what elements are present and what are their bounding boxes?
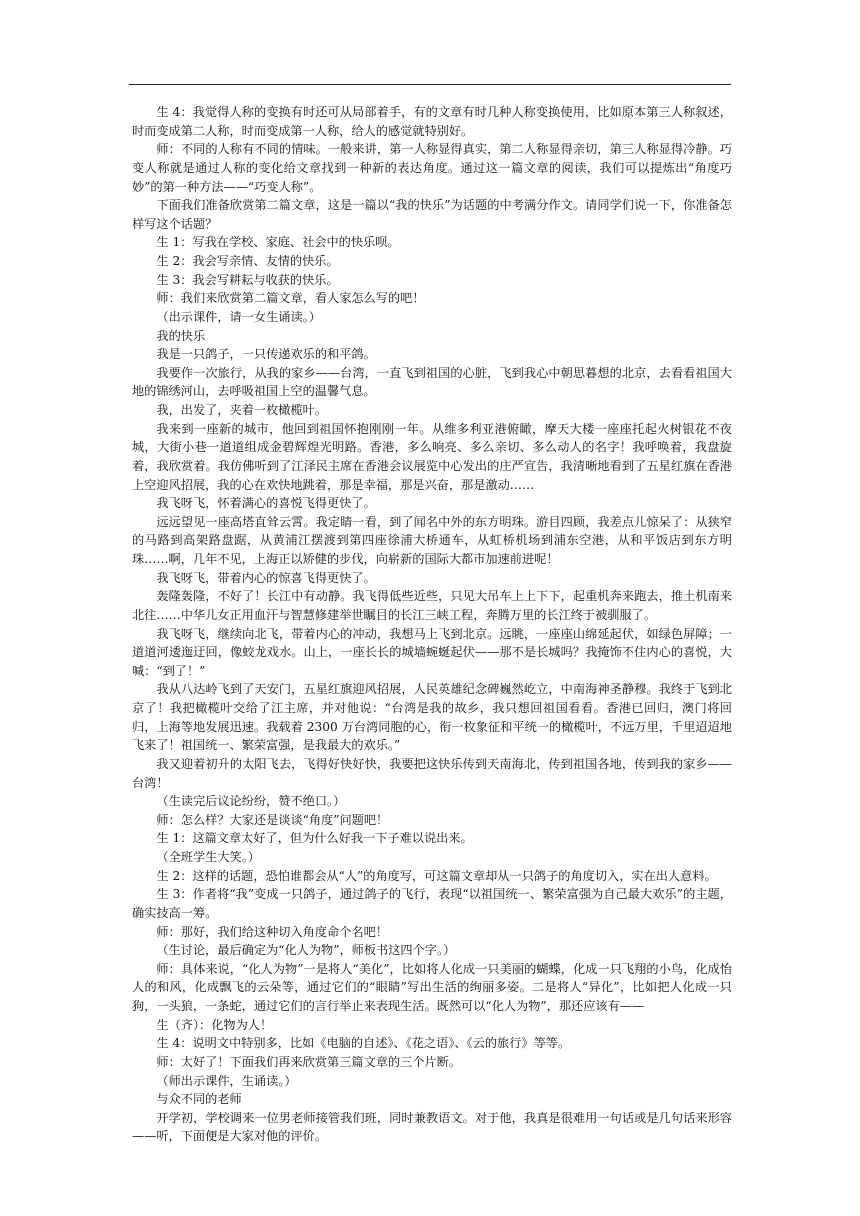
paragraph: 我飞呀飞，怀着满心的喜悦飞得更快了。 <box>156 496 376 511</box>
paragraph: 与众不同的老师 <box>156 1092 242 1107</box>
paragraph: 生（齐）：化物为人！ <box>156 1017 273 1032</box>
paragraph: 我飞呀飞，带着内心的惊喜飞得更快了。 <box>156 570 376 585</box>
paragraph: （生讨论，最后确定为“化人为物”，师板书这四个字。） <box>156 943 456 958</box>
paragraph: 我要作一次旅行，从我的家乡——台湾，一直飞到祖国的心脏，飞到我心中朝思暮想的北京，去看看祖国大地的锦绣河山，去呼吸祖国上空的温馨气息。 <box>132 365 732 399</box>
paragraph: 我又迎着初升的太阳飞去，飞得好快好快，我要把这快乐传到天南海北，传到祖国各地，传到我的家乡——台湾！ <box>132 756 732 790</box>
paragraph: 我，出发了，夹着一枚橄榄叶。 <box>156 403 328 417</box>
paragraph: 生 3：作者将“我”变成一只鸽子，通过鸽子的飞行，表现“以祖国统一、繁荣富强为自己最大欢乐”的主题，确实技高一筹。 <box>132 887 732 920</box>
paragraph: 我是一只鸽子，一只传递欢乐的和平鸽。 <box>156 347 376 362</box>
paragraph: （师出示课件，生诵读。） <box>156 1073 297 1088</box>
document-body <box>132 103 732 1146</box>
paragraph: 生 1：写我在学校、家庭、社会中的快乐呗。 <box>156 235 400 250</box>
paragraph: 生 4：说明文中特别多，比如《电脑的自述》、《花之语》、《云的旅行》等等。 <box>156 1036 571 1051</box>
paragraph: （出示课件，请一女生诵读。） <box>156 309 321 324</box>
paragraph: 生 1：这篇文章太好了，但为什么好我一下子难以说出来。 <box>156 831 473 846</box>
essay-title: 开学初，学校调来一位男老师接管我们班，同时兼教语文。对于他，我真是很难用一句话或是几句话来形容——听，下面便是大家对他的评价。 <box>132 1110 732 1144</box>
paragraph: 师：怎么样？大家还是谈谈“角度”问题吧！ <box>156 812 389 827</box>
paragraph: 生 2：我会写亲情、友情的快乐。 <box>156 254 339 268</box>
paragraph: 轰隆轰隆，不好了！长江中有动静。我飞得低些近些，只见大吊车上上下下，起重机奔来跑去，推土机南来北往……中华儿女正用血汗与智慧修建举世瞩目的长江三峡工程，奔腾万里的长江终于被驯服了。 <box>132 589 732 622</box>
paragraph: 师：具体来说，“化人为物”一是将人“美化”，比如将人化成一只美丽的蝴蝶，化成一只飞翔的小鸟，化成怡人的和风，化成飘飞的云朵等，通过它们的“眼睛”写出生活的绚丽多姿。二是将人“异化”，比如把人化成一只狗，一头狼，一条蛇，通过它们的言行举止来表现生活。既然可以“化人为物”，那还应该有—— <box>132 961 732 1013</box>
paragraph: 师：不同的人称有不同的情味。一般来讲，第一人称显得真实，第二人称显得亲切，第三人称显得冷静。巧变人称就是通过人称的变化给文章找到一种新的表达角度。通过这一篇文章的阅读，我们可以提炼出“角度巧妙”的第一种方法——“巧变人称”。 <box>132 142 732 194</box>
paragraph: 我从八达岭飞到了天安门，五星红旗迎风招展，人民英雄纪念碑巍然屹立，中南海神圣静穆。我终于飞到北京了！我把橄榄叶交给了江主席，并对他说：“台湾是我的故乡，我只想回祖国看看。香港已回归，澳门将回归，上海等地发展迅速。我载着 2300 万台湾同胞的心，衔一枚象征和平统一的橄榄叶，不远万里，千里迢迢地飞来了！祖国统一、繁荣富强，是我最大的欢乐。” <box>132 682 732 753</box>
paragraph: 生 4：我觉得人称的变换有时还可从局部着手，有的文章有时几种人称变换使用，比如原本第三人称叙述，时而变成第二人称，时而变成第一人称，给人的感觉就特别好。 <box>132 105 732 138</box>
paragraph: 生 2：这样的话题，恐怕谁都会从“人”的角度写，可这篇文章却从一只鸽子的角度切入，实在出人意料。 <box>156 868 717 883</box>
paragraph: 师：我们来欣赏第二篇文章，看人家怎么写的吧！ <box>156 291 425 306</box>
paragraph: 生 3：我会写耕耘与收获的快乐。 <box>156 272 339 287</box>
paragraph: 下面我们准备欣赏第二篇文章，这是一篇以“我的快乐”为话题的中考满分作文。请同学们说一下，你准备怎样写这个话题？ <box>132 198 732 231</box>
essay-title: 我的快乐 <box>156 328 206 343</box>
paragraph: 我来到一座新的城市，他回到祖国怀抱刚刚一年。从维多利亚港俯瞰，摩天大楼一座座托起火树银花不夜城，大街小巷一道道组成金碧辉煌光明路。香港，多么响亮、多么亲切、多么动人的名字！我呼唤着，我盘旋着，我欣赏着。我仿佛听到了江泽民主席在香港会议展览中心发出的庄严宣告，我清晰地看到了五星红旗在香港上空迎风招展，我的心在欢快地跳着，那是幸福，那是兴奋，那是激动…… <box>132 421 732 492</box>
paragraph: 师：太好了！下面我们再来欣赏第三篇文章的三个片断。 <box>156 1054 462 1069</box>
paragraph: 远远望见一座高塔直耸云霄。我定睛一看，到了闻名中外的东方明珠。游目四顾，我差点儿惊呆了：从狭窄的马路到高架路盘踞，从黄浦江摆渡到第四座徐浦大桥通车，从虹桥机场到浦东空港，从和平饭店到东方明珠……啊，几年不见，上海正以矫健的步伐，向崭新的国际大都市加速前进呢！ <box>132 514 732 566</box>
paragraph: （生读完后议论纷纷，赞不绝口。） <box>156 794 346 809</box>
header-rule <box>129 84 731 85</box>
paragraph: 我飞呀飞，继续向北飞，带着内心的冲动，我想马上飞到北京。远眺，一座座山绵延起伏，如绿色屏障；一道道河逶迤迂回，像蛟龙戏水。山上，一座长长的城墙蜿蜒起伏——那不是长城吗？我掩饰不住内心的喜悦，大喊：“到了！” <box>132 626 732 678</box>
paragraph: （全班学生大笑。） <box>156 850 260 864</box>
paragraph: 师：那好，我们给这种切入角度命个名吧！ <box>156 924 388 939</box>
